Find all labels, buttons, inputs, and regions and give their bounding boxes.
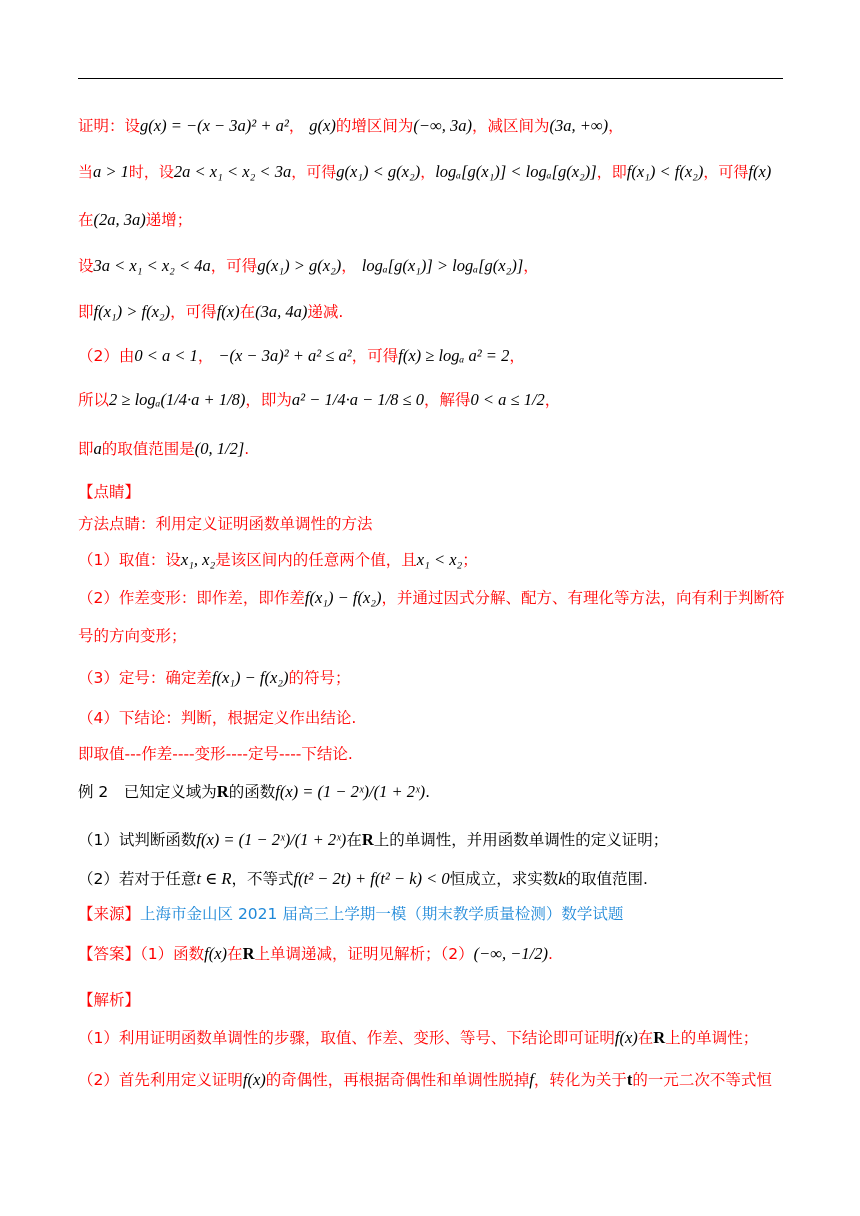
text: 上单调递减，证明见解析；（2） [254,945,474,963]
text: 的奇偶性，再根据奇偶性和单调性脱掉 [265,1071,530,1089]
example-statement [78,780,430,804]
comment-heading: 【点睛】 [78,483,141,501]
f-of-x: f(x) [748,162,772,181]
proof-line-1 [78,114,624,138]
inequality: g(x₁) < g(x₂) [336,162,421,181]
text: （2）作差变形：即作差，即作差 [78,589,305,607]
interval: (3a, 4a) [255,302,308,321]
text: ，即 [596,163,627,181]
answer-range: (−∞, −1/2) [473,944,548,963]
text: 递减. [307,303,344,321]
range-result: (0, 1/2] [194,439,245,458]
f-of-x: f(x) [216,302,240,321]
difference-expression: f(x₁) − f(x₂) [304,588,382,607]
text: 在 [346,831,362,849]
difference-expression: f(x₁) − f(x₂) [211,668,289,687]
variable-a: a [93,439,102,458]
text: （1）函数 [140,945,205,963]
comment-step-3 [78,666,351,690]
set-R: R [242,944,255,963]
increasing-interval: (−∞, 3a) [413,116,473,135]
text: ，解得 [424,391,471,409]
answer-line [78,942,553,966]
decreasing-interval-text: ，减区间为 [472,117,550,135]
text: ，即为 [245,391,292,409]
text: ，并通过因式分解、配方、有理化等方法，向有利于判断符 [381,589,785,607]
f-of-x: f(x) [204,944,228,963]
log-inequality: 2 ≥ logₐ(1/4·a + 1/8) [109,390,246,409]
separator: ， [288,117,305,135]
separator: ， [544,391,561,409]
inequality: g(x₁) > g(x₂) [257,256,342,275]
quadratic-inequality: a² − 1/4·a − 1/8 ≤ 0 [291,390,424,409]
range-expression: 2a < x₁ < x₂ < 3a [173,162,292,181]
text: ，可得 [703,163,749,181]
interval: (2a, 3a) [93,210,146,229]
text: 时，设 [128,163,174,181]
text: （2）由 [78,347,135,365]
f-symbol: f [529,1070,534,1089]
proof-line-6 [78,344,525,368]
comment-step-4: （4）下结论：判断，根据定义作出结论. [78,709,357,727]
example-question-1 [78,828,668,852]
header-rule [78,78,783,79]
increasing-interval-text: 的增区间为 [335,117,414,135]
text: 上的单调性，并用函数单调性的定义证明； [373,831,669,849]
text: 的符号； [288,669,351,687]
text: 即 [78,303,94,321]
analysis-heading: 【解析】 [78,991,141,1009]
source-label: 【来源】 [78,905,141,923]
inequality: −(x − 3a)² + a² ≤ a² [218,346,352,365]
proof-line-3 [78,208,192,232]
log-inequality: logₐ[g(x₁)] > logₐ[g(x₂)] [361,256,524,275]
separator: ， [608,117,624,135]
text: （2）若对于任意 [78,870,197,888]
set-R: R [216,782,229,801]
text: 在 [227,945,243,963]
text: 在 [637,1029,654,1047]
text: ，可得 [170,303,217,321]
range-expression: 3a < x₁ < x₂ < 4a [93,256,211,275]
text: 递增； [145,211,193,229]
text: 上的单调性； [665,1029,759,1047]
function-definition: f(x) = (1 − 2ˣ)/(1 + 2ˣ) [196,830,347,849]
proof-line-8 [78,437,249,461]
source-line [78,902,623,926]
text: 的一元二次不等式恒 [632,1071,772,1089]
text: 在 [78,211,94,229]
f-inequality: f(x₁) > f(x₂) [93,302,171,321]
comment-step-2 [78,586,785,610]
result: f(x) ≥ logₐ a² = 2 [398,346,510,365]
text: （1）利用证明函数单调性的步骤，取值、作差、变形、等号、下结论即可证明 [78,1029,615,1047]
inequality: f(t² − 2t) + f(t² − k) < 0 [293,869,450,888]
f-of-x: f(x) [242,1070,266,1089]
comment-step-1 [78,548,478,572]
condition: t ∈ R [196,869,232,888]
proof-prefix: 证明：设 [78,117,141,135]
separator: . [425,783,431,801]
separator: ， [523,257,539,275]
g-definition: g(x) = −(x − 3a)² + a² [140,116,289,135]
text: ，可得 [351,347,399,365]
text: 的取值范围是 [101,440,195,458]
variables: x₁, x₂ [180,550,216,569]
text: ，转化为关于 [533,1071,627,1089]
text: （1）试判断函数 [78,831,197,849]
text: （2）首先利用定义证明 [78,1071,243,1089]
separator: . [547,945,553,963]
source-text: 上海市金山区 2021 届高三上学期一模（期末教学质量检测）数学试题 [140,905,624,923]
text: 的函数 [228,783,276,801]
proof-line-7 [78,388,560,412]
separator: ， [341,257,357,275]
variable-k: k [558,869,566,888]
function-definition: f(x) = (1 − 2ˣ)/(1 + 2ˣ) [275,782,426,801]
set-R: R [361,830,374,849]
condition: 0 < a < 1 [134,346,198,365]
text: （1）取值：设 [78,551,181,569]
example-label: 例 2 已知定义域为 [78,783,217,801]
g-function: g(x) [309,116,336,135]
variable-t: t [626,1070,633,1089]
condition: x₁ < x₂ [416,550,463,569]
log-inequality: logₐ[g(x₁)] < logₐ[g(x₂)] [435,162,597,181]
separator: ， [197,347,214,365]
text: （3）定号：确定差 [78,669,212,687]
comment-step-2-cont: 号的方向变形； [78,627,187,645]
comment-title: 方法点睛：利用定义证明函数单调性的方法 [78,515,373,533]
text: 即 [78,440,94,458]
answer-label: 【答案】 [78,945,141,963]
text: 恒成立，求实数 [449,870,559,888]
text: 在 [239,303,256,321]
text: 设 [78,257,94,275]
separator: . [244,440,250,458]
text: 是该区间内的任意两个值，且 [215,551,417,569]
condition: a > 1 [93,162,129,181]
separator: ， [509,347,525,365]
f-inequality: f(x₁) < f(x₂) [626,162,704,181]
text: ，可得 [291,163,337,181]
comment-summary: 即取值---作差----变形----定号----下结论. [78,745,353,763]
solution: 0 < a ≤ 1/2 [470,390,545,409]
example-question-2 [78,867,648,891]
decreasing-interval: (3a, +∞) [549,116,609,135]
f-of-x: f(x) [614,1028,638,1047]
analysis-point-2 [78,1068,772,1092]
proof-line-4 [78,254,539,278]
proof-line-5 [78,300,343,324]
text: 所以 [78,391,110,409]
proof-line-2 [78,160,771,184]
separator: ； [462,551,478,569]
text: ，不等式 [231,870,294,888]
set-R: R [653,1028,666,1047]
text: 的取值范围. [565,870,648,888]
separator: ， [420,163,436,181]
text: ，可得 [210,257,258,275]
text: 当 [78,163,94,181]
analysis-point-1 [78,1026,758,1050]
